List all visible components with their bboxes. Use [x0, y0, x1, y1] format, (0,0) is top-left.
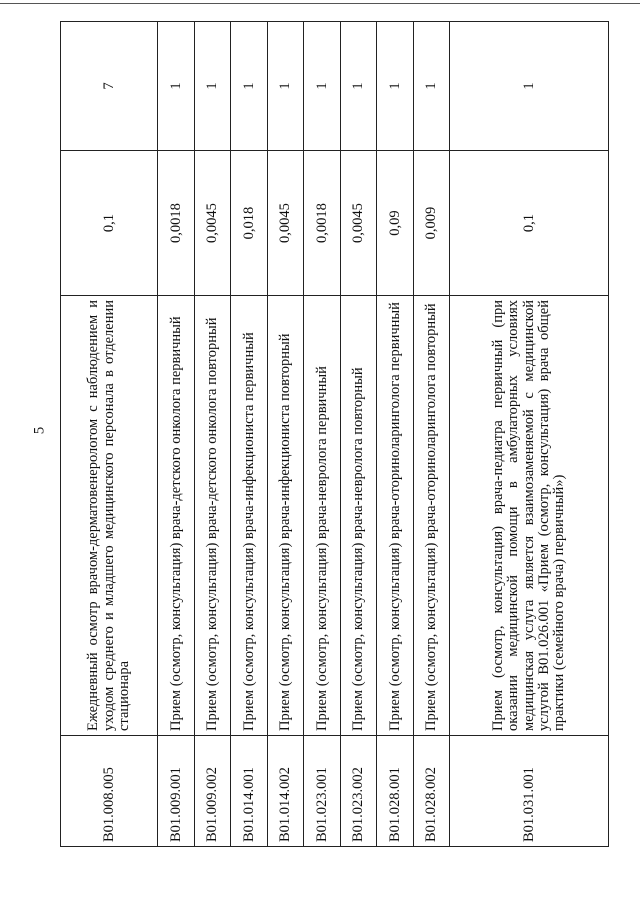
- service-frequency: 0,09: [377, 151, 414, 296]
- service-name: Прием (осмотр, консультация) врача-детского онколога первичный: [158, 296, 195, 736]
- table-row: [158, 22, 195, 847]
- service-multiplicity: 1: [377, 22, 414, 151]
- table-row: [267, 22, 304, 847]
- services-table: [60, 21, 609, 847]
- service-code: B01.014.001: [231, 736, 268, 847]
- table-row: [61, 22, 158, 847]
- service-code: B01.008.005: [61, 736, 158, 847]
- service-multiplicity: 1: [413, 22, 450, 151]
- page-number: 5: [31, 426, 48, 435]
- table-row: [304, 22, 341, 847]
- service-multiplicity: 1: [340, 22, 377, 151]
- service-frequency: 0,0018: [304, 151, 341, 296]
- service-name: Прием (осмотр, консультация) врача-оториноларинголога первичный: [377, 296, 414, 736]
- landscape-content: [60, 22, 609, 847]
- service-multiplicity: 1: [158, 22, 195, 151]
- service-name: Прием (осмотр, консультация) врача-детского онколога повторный: [194, 296, 231, 736]
- table-row: [194, 22, 231, 847]
- table-row: [340, 22, 377, 847]
- service-code: B01.028.002: [413, 736, 450, 847]
- service-multiplicity: 1: [194, 22, 231, 151]
- service-code: B01.023.002: [340, 736, 377, 847]
- service-multiplicity: 1: [267, 22, 304, 151]
- table-row: [377, 22, 414, 847]
- service-name: Ежедневный осмотр врачом-дерматовенерологом с наблюдением и уходом среднего и младшего медицинского персонала в отделении стационара: [61, 296, 158, 736]
- service-name: Прием (осмотр, консультация) врача-педиатра первичный (при оказании медицинской помощи в амбулаторных условиях медицинская услуга является взаимозаменяемой с медицинской услугой B01.026.001 «Прием (осмотр, консультация) врача общей практики (семейного врача) первичный»): [450, 296, 609, 736]
- service-frequency: 0,009: [413, 151, 450, 296]
- top-rule: [0, 3, 640, 4]
- service-frequency: 0,1: [61, 151, 158, 296]
- service-multiplicity: 7: [61, 22, 158, 151]
- table-row: [413, 22, 450, 847]
- service-name: Прием (осмотр, консультация) врача-невролога первичный: [304, 296, 341, 736]
- service-code: B01.009.002: [194, 736, 231, 847]
- table-row: [450, 22, 609, 847]
- table-row: [231, 22, 268, 847]
- rotated-page: [60, 22, 609, 847]
- service-name: Прием (осмотр, консультация) врача-инфекциониста первичный: [231, 296, 268, 736]
- service-name: Прием (осмотр, консультация) врача-невролога повторный: [340, 296, 377, 736]
- service-code: B01.031.001: [450, 736, 609, 847]
- service-name: Прием (осмотр, консультация) врача-оториноларинголога повторный: [413, 296, 450, 736]
- service-code: B01.014.002: [267, 736, 304, 847]
- service-multiplicity: 1: [450, 22, 609, 151]
- service-code: B01.009.001: [158, 736, 195, 847]
- service-code: B01.023.001: [304, 736, 341, 847]
- service-code: B01.028.001: [377, 736, 414, 847]
- service-frequency: 0,0045: [340, 151, 377, 296]
- service-multiplicity: 1: [231, 22, 268, 151]
- service-frequency: 0,1: [450, 151, 609, 296]
- service-frequency: 0,0045: [267, 151, 304, 296]
- service-frequency: 0,0018: [158, 151, 195, 296]
- service-frequency: 0,0045: [194, 151, 231, 296]
- service-name: Прием (осмотр, консультация) врача-инфекциониста повторный: [267, 296, 304, 736]
- service-frequency: 0,018: [231, 151, 268, 296]
- service-multiplicity: 1: [304, 22, 341, 151]
